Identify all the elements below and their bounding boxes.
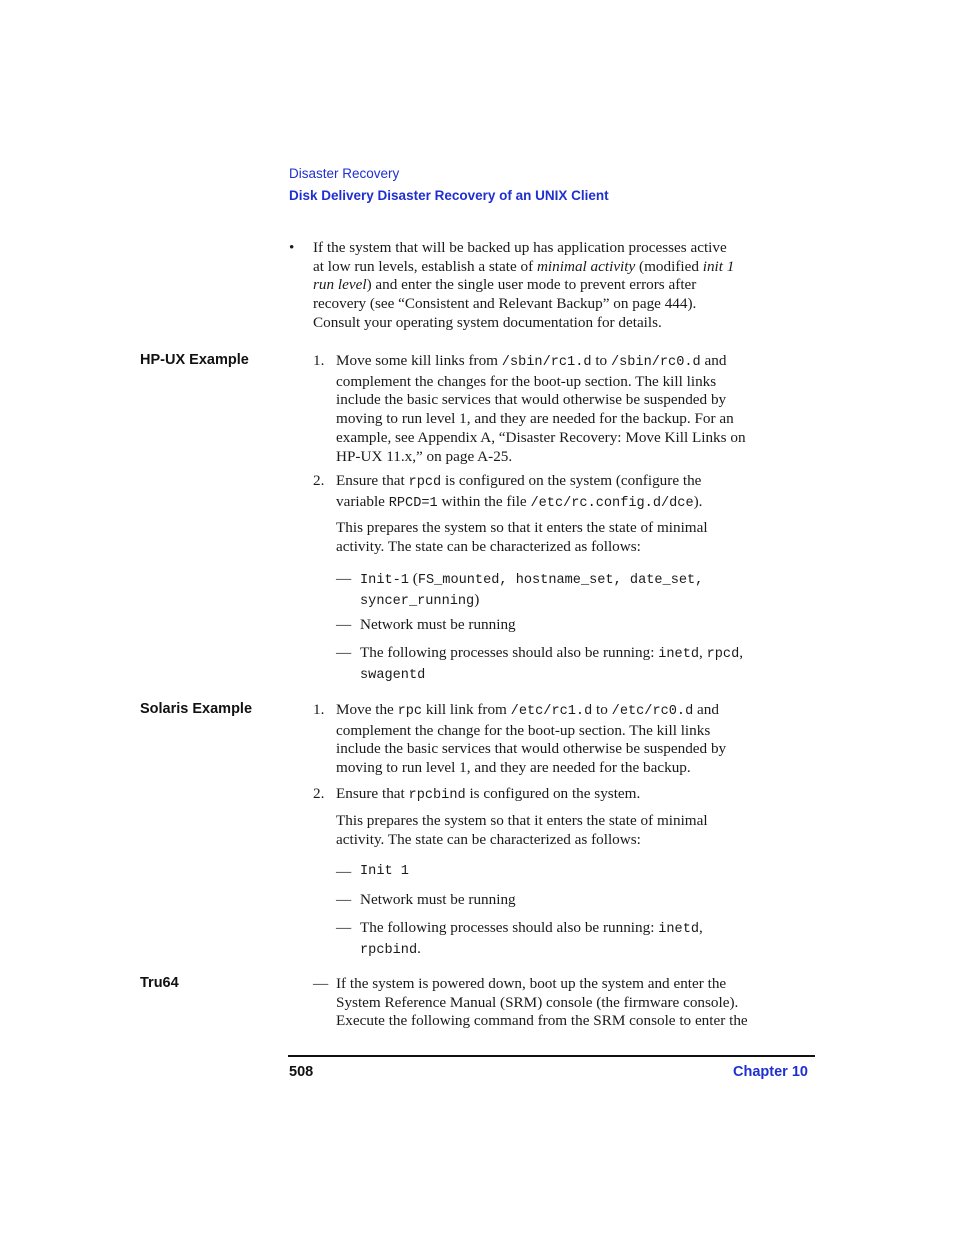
solaris-dash-item-1: Init 1 (360, 864, 409, 879)
text-run: ( (408, 570, 418, 587)
code-path: /etc/rc0.d (611, 704, 694, 719)
solaris-step1 (336, 701, 826, 778)
emphasis-init1: init 1 (702, 257, 735, 275)
step-number: 1. (313, 352, 325, 369)
text-line (360, 644, 820, 665)
text-run: , (739, 644, 744, 661)
text-line (360, 570, 820, 591)
text-line (360, 591, 820, 612)
code-rpcd: rpcd (408, 475, 442, 490)
text-line (336, 472, 826, 493)
text-run: The following processes should also be running: (360, 919, 659, 936)
code-path: /sbin/rc1.d (501, 355, 592, 370)
hpux-paragraph (336, 519, 826, 556)
hpux-step1 (336, 352, 826, 466)
text-run: kill link from (422, 701, 511, 718)
code-init: Init-1 (360, 573, 409, 588)
code-process: inetd (658, 647, 700, 662)
text-line: complement the change for the boot-up section. The kill links (336, 721, 711, 739)
text-run: Ensure that (336, 785, 409, 802)
dash-marker: — (336, 616, 352, 633)
code-path: /sbin/rc0.d (610, 355, 701, 370)
text-line: recovery (see “Consistent and Relevant Backup” on page 444). (313, 295, 697, 313)
text-line (360, 665, 820, 686)
dash-marker: — (336, 863, 352, 880)
side-heading-solaris: Solaris Example (140, 701, 253, 717)
text-run: Ensure that (336, 472, 409, 489)
side-heading-hpux: HP-UX Example (140, 352, 249, 368)
chapter-label: Chapter 10 (733, 1064, 808, 1080)
text-line: activity. The state can be characterized as follows: (336, 537, 641, 555)
step-number: 1. (313, 701, 325, 718)
dash-marker: — (336, 644, 352, 661)
text-run: ). (693, 492, 703, 510)
hpux-step2 (336, 472, 826, 513)
hpux-dash-item-2: Network must be running (360, 616, 516, 633)
code-rpcbind: rpcbind (408, 788, 466, 803)
text-run: , (699, 644, 707, 661)
text-line: example, see Appendix A, “Disaster Recovery: Move Kill Links on (336, 428, 746, 446)
dash-marker: — (313, 975, 329, 992)
text-line (313, 258, 823, 277)
text-line (360, 919, 820, 940)
text-line: System Reference Manual (SRM) console (the firmware console). (336, 993, 739, 1011)
text-run: at low run levels, establish a state of (313, 257, 537, 275)
text-run: and (693, 701, 719, 718)
text-run: Move some kill links from (336, 352, 502, 369)
bullet-paragraph (313, 239, 823, 333)
text-line: complement the changes for the boot-up section. The kill links (336, 372, 717, 390)
solaris-dash-item-2: Network must be running (360, 891, 516, 908)
text-line (313, 276, 823, 295)
text-run: . (417, 939, 421, 957)
solaris-step2 (336, 785, 826, 806)
text-line: moving to run level 1, and they are needed for the backup. For an (336, 410, 734, 428)
text-line: This prepares the system so that it enters the state of minimal (336, 812, 708, 829)
text-line (360, 940, 820, 961)
emphasis-run-level: run level (313, 276, 367, 294)
code-process: inetd (658, 922, 700, 937)
footer-rule (288, 1055, 815, 1057)
text-run: Move the (336, 701, 398, 718)
text-line: Consult your operating system documentation for details. (313, 313, 662, 331)
text-run: is configured on the system (configure the (441, 472, 702, 489)
text-line: If the system is powered down, boot up the system and enter the (336, 975, 727, 992)
step-number: 2. (313, 785, 325, 802)
text-run: ) and enter the single user mode to prevent errors after (366, 276, 697, 294)
emphasis-minimal-activity: minimal activity (536, 257, 636, 275)
text-line: moving to run level 1, and they are needed for the backup. (336, 759, 691, 777)
code-process: swagentd (360, 667, 426, 683)
running-header-subsection: Disk Delivery Disaster Recovery of an UNIX Client (289, 188, 609, 203)
text-line: include the basic services that would otherwise be suspended by (336, 740, 727, 758)
code-variable: RPCD=1 (388, 495, 438, 511)
bullet-marker: • (289, 239, 295, 256)
solaris-dash-item-3 (360, 919, 820, 960)
text-run: and (700, 352, 727, 369)
hpux-dash-item-3 (360, 644, 820, 685)
text-line: If the system that will be backed up has application processes active (313, 239, 727, 256)
text-run: to (591, 352, 611, 369)
dash-marker: — (336, 919, 352, 936)
text-run: , (699, 919, 703, 936)
text-line: activity. The state can be characterized as follows: (336, 830, 641, 848)
dash-marker: — (336, 891, 352, 908)
text-line: This prepares the system so that it enters the state of minimal (336, 519, 708, 536)
code-process: rpcd (706, 647, 740, 662)
solaris-paragraph (336, 812, 826, 849)
text-run: ) (474, 590, 480, 608)
text-line (336, 785, 826, 806)
code-states: FS_mounted, hostname_set, date_set, (417, 573, 704, 588)
text-line (336, 352, 826, 373)
text-line (336, 701, 826, 722)
text-run: to (592, 701, 612, 718)
text-run: The following processes should also be running: (360, 644, 659, 661)
text-run: variable (336, 492, 389, 510)
step-number: 2. (313, 472, 325, 489)
text-line (336, 493, 826, 514)
code-path: /etc/rc1.d (510, 704, 593, 719)
text-line: Execute the following command from the SRM console to enter the (336, 1012, 748, 1030)
tru64-paragraph (336, 975, 826, 1031)
side-heading-tru64: Tru64 (140, 975, 179, 991)
text-line: HP-UX 11.x,” on page A-25. (336, 447, 513, 465)
text-line: include the basic services that would otherwise be suspended by (336, 391, 727, 409)
hpux-dash-item-1 (360, 570, 820, 611)
page-number: 508 (289, 1064, 314, 1080)
dash-marker: — (336, 570, 352, 587)
code-states: syncer_running (360, 593, 475, 609)
text-run: is configured on the system. (465, 785, 641, 802)
code-rpc: rpc (397, 704, 423, 719)
text-run: (modified (635, 257, 703, 275)
running-header-section: Disaster Recovery (289, 166, 400, 181)
code-process: rpcbind (360, 942, 418, 958)
text-run: within the file (437, 492, 531, 510)
code-path: /etc/rc.config.d/dce (530, 495, 694, 511)
